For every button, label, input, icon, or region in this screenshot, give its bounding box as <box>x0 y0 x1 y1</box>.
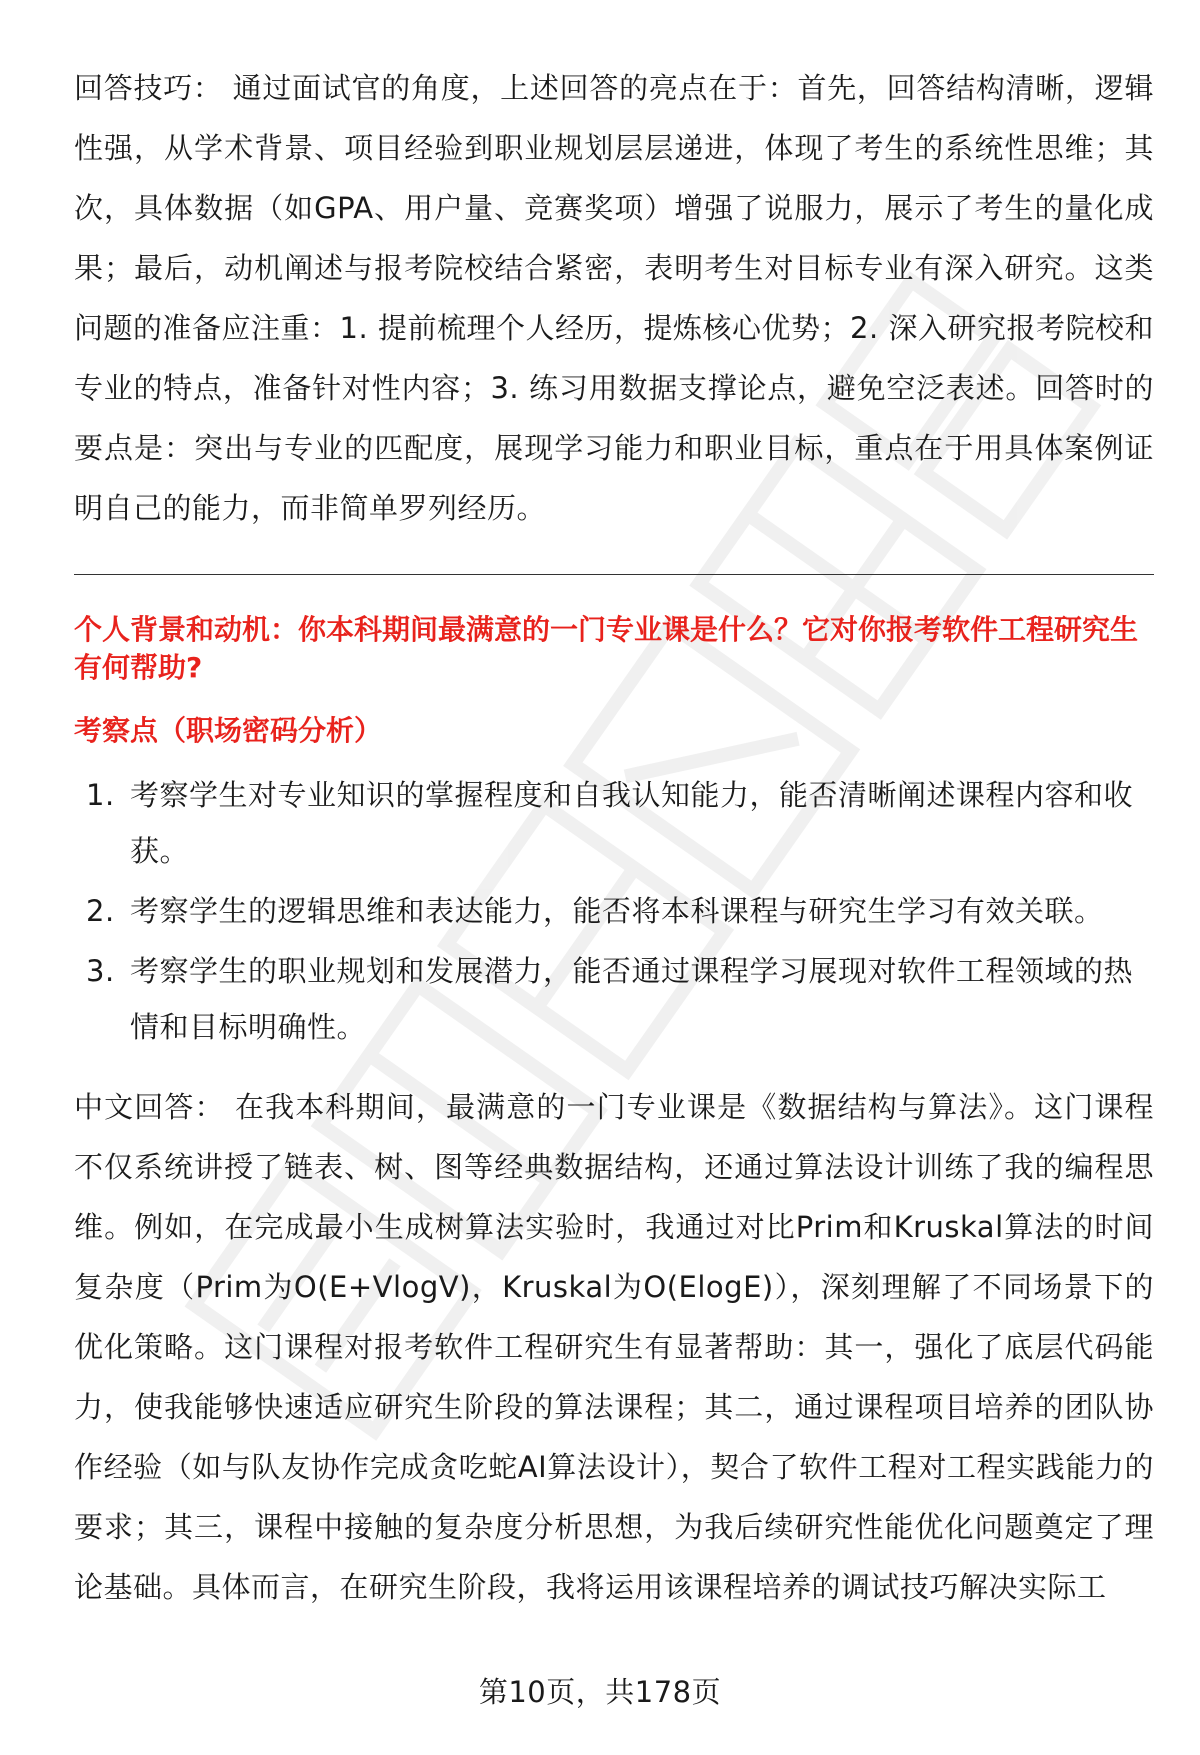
answer-tip-text: 通过面试官的角度，上述回答的亮点在于：首先，回答结构清晰，逻辑性强，从学术背景、项目经验到职业规划层层递进，体现了考生的系统性思维；其次，具体数据（如GPA、用户量、竞赛奖项）增强了说服力，展示了考生的量化成果；最后，动机阐述与报考院校结合紧密，表明考生对目标专业有深入研究。这类问题的准备应注重：1. 提前梳理个人经历，提炼核心优势；2. 深入研究报考院校和专业的特点，准备针对性内容；3. 练习用数据支撑论点，避免空泛表述。回答时的要点是：突出与专业的匹配度，展现学习能力和职业目标，重点在于用具体案例证明自己的能力，而非简单罗列经历。 <box>74 71 1154 525</box>
document-page <box>74 58 1154 1617</box>
assessment-list <box>74 767 1154 1055</box>
list-item <box>74 767 1154 879</box>
chinese-answer-paragraph <box>74 1077 1154 1617</box>
chinese-answer-label: 中文回答： <box>74 1090 225 1124</box>
list-text: 考察学生的逻辑思维和表达能力，能否将本科课程与研究生学习有效关联。 <box>130 894 1104 928</box>
list-text: 考察学生对专业知识的掌握程度和自我认知能力，能否清晰阐述课程内容和收获。 <box>130 778 1134 868</box>
section-divider <box>74 574 1154 575</box>
answer-tip-paragraph <box>74 58 1154 538</box>
list-number: 1. <box>86 778 115 812</box>
answer-tip-label: 回答技巧： <box>74 71 223 105</box>
page-number: 第10页，共178页 <box>478 1675 722 1709</box>
list-text: 考察学生的职业规划和发展潜力，能否通过课程学习展现对软件工程领域的热情和目标明确性。 <box>130 954 1134 1044</box>
question-heading: 个人背景和动机：你本科期间最满意的一门专业课是什么？它对你报考软件工程研究生有何帮助? <box>74 613 1139 684</box>
assessment-heading: 考察点（职场密码分析） <box>74 714 383 747</box>
list-number: 2. <box>86 894 115 928</box>
list-number: 3. <box>86 954 115 988</box>
chinese-answer-text: 在我本科期间，最满意的一门专业课是《数据结构与算法》。这门课程不仅系统讲授了链表、树、图等经典数据结构，还通过算法设计训练了我的编程思维。例如，在完成最小生成树算法实验时，我通过对比Prim和Kruskal算法的时间复杂度（Prim为O(E+VlogV)，Kruskal为O(ElogE)），深刻理解了不同场景下的优化策略。这门课程对报考软件工程研究生有显著帮助：其一，强化了底层代码能力，使我能够快速适应研究生阶段的算法课程；其二，通过课程项目培养的团队协作经验（如与队友协作完成贪吃蛇AI算法设计），契合了软件工程对工程实践能力的要求；其三，课程中接触的复杂度分析思想，为我后续研究性能优化问题奠定了理论基础。具体而言，在研究生阶段，我将运用该课程培养的调试技巧解决实际工 <box>74 1090 1154 1604</box>
list-item <box>74 883 1154 939</box>
list-item <box>74 943 1154 1055</box>
